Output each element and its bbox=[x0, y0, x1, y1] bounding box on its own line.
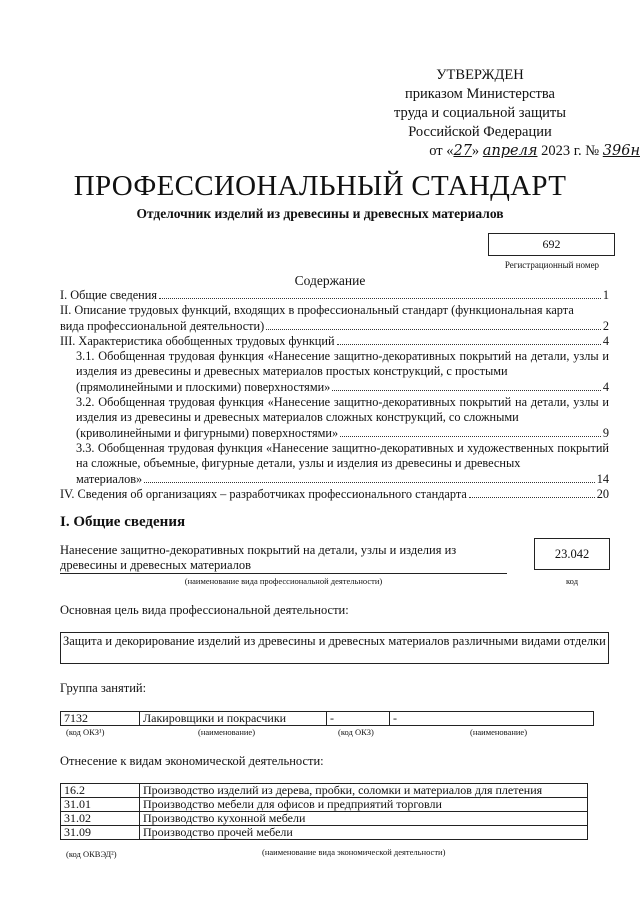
goal-text: Защита и декорирование изделий из древесины и древесных материалов различными видами отделки bbox=[60, 632, 609, 664]
handwritten-day: 27 bbox=[453, 143, 472, 159]
approval-date-line: от «27» апреля 2023 г. № 396н bbox=[429, 143, 640, 159]
toc-item[interactable]: 3.1. Обобщенная трудовая функция «Нанесение защитно-декоративных покрытий на детали, узлы и изделия из древесины и древесных материалов простых конструкций, с простыми (прямолинейными и плоскими) поверхностями» 4 bbox=[76, 349, 609, 394]
approval-line-1: УТВЕРЖДЕН bbox=[436, 67, 524, 83]
section-heading: I. Общие сведения bbox=[60, 514, 186, 530]
okved-label: Отнесение к видам экономической деятельности: bbox=[60, 754, 324, 768]
group-caption-4: (наименование) bbox=[470, 727, 528, 737]
goal-label: Основная цель вида профессиональной деятельности: bbox=[60, 603, 349, 617]
okved-caption-2: (наименование вида экономической деятельности) bbox=[262, 847, 446, 857]
okz-code-cell-2: - bbox=[327, 712, 390, 726]
toc-item[interactable]: I. Общие сведения 1 bbox=[60, 288, 609, 302]
code-caption: код bbox=[565, 576, 579, 586]
document-subtitle: Отделочник изделий из древесины и древесных материалов bbox=[136, 206, 504, 221]
toc-item[interactable]: IV. Сведения об организациях – разработчиках профессионального стандарта 20 bbox=[60, 486, 609, 501]
table-of-contents bbox=[60, 288, 609, 502]
handwritten-month: апреля bbox=[482, 143, 538, 159]
occupation-group-table bbox=[60, 711, 594, 726]
approval-line-4: Российской Федерации bbox=[408, 124, 552, 140]
group-caption-2: (наименование) bbox=[198, 727, 256, 737]
activity-code: 23.042 bbox=[534, 538, 610, 570]
approval-line-3: труда и социальной защиты bbox=[394, 105, 566, 121]
registration-number-label: Регистрационный номер bbox=[504, 260, 600, 270]
table-row: 31.09 Производство прочей мебели bbox=[61, 826, 588, 840]
table-row: 31.02 Производство кухонной мебели bbox=[61, 812, 588, 826]
table-row: 16.2 Производство изделий из дерева, пробки, соломки и материалов для плетения bbox=[61, 784, 588, 798]
group-label: Группа занятий: bbox=[60, 681, 147, 695]
okz-name-cell: Лакировщики и покрасчики bbox=[140, 712, 327, 726]
toc-item[interactable]: 3.3. Обобщенная трудовая функция «Нанесение защитно-декоративных и художественных покрытий на сложные, объемные, фигурные детали, узлы и изделия из древесины и древесных материалов» 14 bbox=[76, 440, 609, 486]
group-caption-1: (код ОКЗ¹) bbox=[66, 727, 105, 737]
okved-caption-1: (код ОКВЭД²) bbox=[66, 849, 117, 859]
document-title: ПРОФЕССИОНАЛЬНЫЙ СТАНДАРТ bbox=[73, 170, 567, 202]
activity-caption: (наименование вида профессиональной деятельности) bbox=[184, 576, 383, 586]
okz-name-cell-2: - bbox=[390, 712, 594, 726]
okz-code-cell: 7132 bbox=[61, 712, 140, 726]
table-row bbox=[61, 712, 594, 726]
group-caption-3: (код ОКЗ) bbox=[338, 727, 374, 737]
toc-item[interactable]: III. Характеристика обобщенных трудовых функций 4 bbox=[60, 333, 609, 348]
registration-number-box: 692 bbox=[488, 233, 615, 256]
activity-name: Нанесение защитно-декоративных покрытий на детали, узлы и изделия из древесины и древесных материалов bbox=[60, 543, 507, 574]
handwritten-order-number: 396н bbox=[602, 143, 640, 159]
toc-item[interactable]: 3.2. Обобщенная трудовая функция «Нанесение защитно-декоративных покрытий на детали, узлы и изделия из древесины и древесных материалов сложных конструкций, со сложными (криволинейными и фигурными) поверхностями» 9 bbox=[76, 395, 609, 440]
okved-table bbox=[60, 783, 588, 840]
table-row: 31.01 Производство мебели для офисов и предприятий торговли bbox=[61, 798, 588, 812]
toc-title: Содержание bbox=[294, 273, 366, 288]
approval-block bbox=[360, 66, 640, 161]
approval-line-2: приказом Министерства bbox=[405, 86, 555, 102]
toc-item[interactable]: II. Описание трудовых функций, входящих в профессиональный стандарт (функциональная карта вида профессиональной деятельности) 2 bbox=[60, 303, 609, 333]
